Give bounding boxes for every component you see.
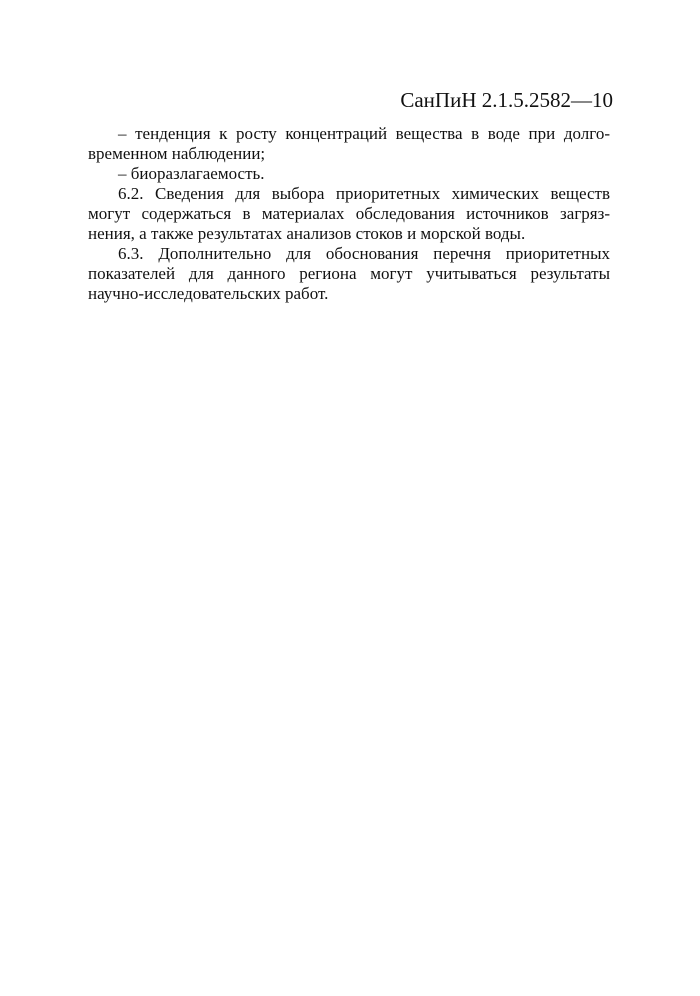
document-body [88,124,610,304]
paragraph-6-2: 6.2. Сведения для выбора приоритетных химических веществ могут содержаться в материалах обследования источников загряз-нения, а также результатах анализов стоков и морской воды. [88,184,610,243]
paragraph-6-3: 6.3. Дополнительно для обоснования перечня приоритетных показателей для данного региона могут учитываться результаты научно-исследовательских работ. [88,244,610,303]
document-code-header: СанПиН 2.1.5.2582—10 [400,88,613,112]
list-item-trend: – тенденция к росту концентраций вещества в воде при долго-временном наблюдении; [88,124,610,163]
list-item-biodegradability: – биоразлагаемость. [118,164,265,183]
